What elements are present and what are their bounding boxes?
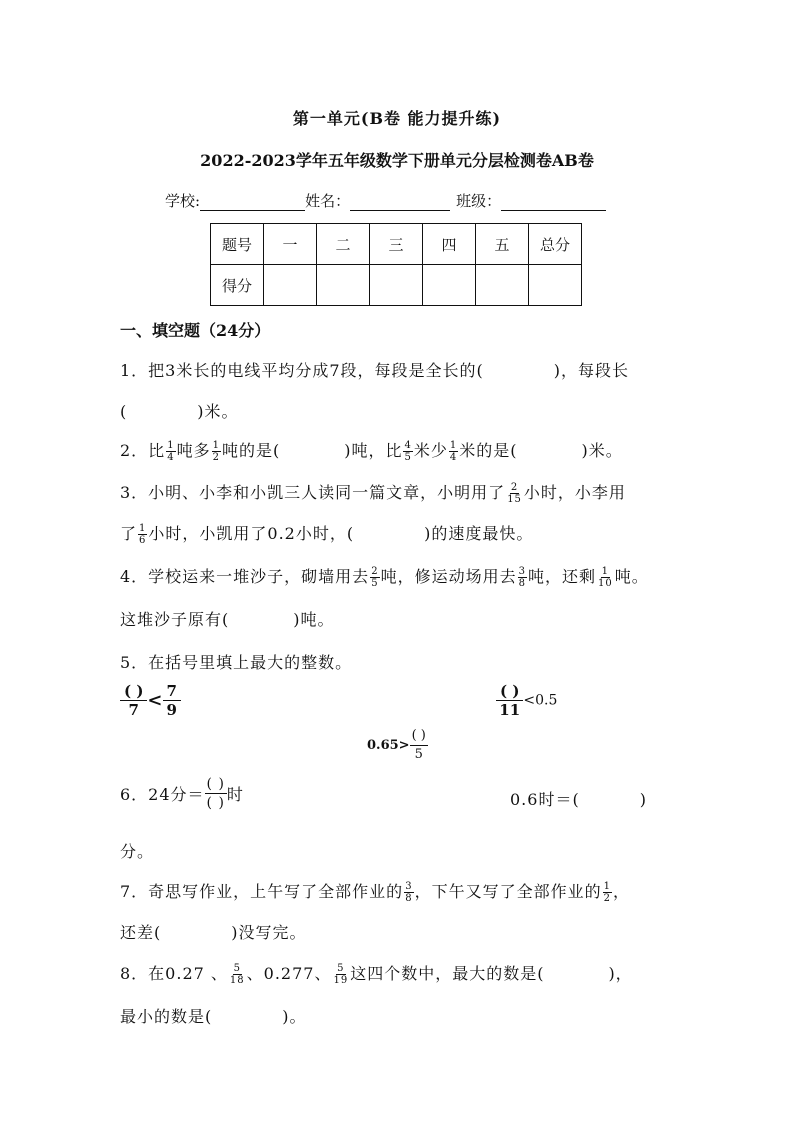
numerator: 1 xyxy=(167,440,175,451)
denominator: 15 xyxy=(507,494,522,505)
numerator: 2 xyxy=(510,482,519,493)
q3-text: 小时，小凯用了0.2小时，( xyxy=(148,524,355,543)
numerator: 4 xyxy=(404,440,412,451)
fraction xyxy=(229,963,246,986)
q7-text: ， xyxy=(612,882,630,901)
denominator: 19 xyxy=(333,975,349,986)
fraction xyxy=(449,440,458,463)
student-info-line xyxy=(165,190,606,211)
denominator: 2 xyxy=(603,893,611,904)
denominator: 4 xyxy=(167,452,175,463)
q3-text: 了 xyxy=(120,524,138,543)
score-header-cell: 题号 xyxy=(211,224,264,265)
school-field[interactable] xyxy=(200,194,305,211)
q8-text: )， xyxy=(608,964,633,983)
fraction xyxy=(603,881,612,904)
score-table-header-row xyxy=(211,224,582,265)
score-header-cell: 五 xyxy=(476,224,529,265)
question-8-line-1 xyxy=(120,961,633,986)
answer-blank[interactable]: ( ) xyxy=(206,776,225,792)
question-1-line-1 xyxy=(120,358,629,381)
q6-text: 6．24分＝ xyxy=(120,785,205,804)
denominator: 5 xyxy=(404,452,412,463)
score-header-cell: 三 xyxy=(370,224,423,265)
class-label: 班级： xyxy=(456,192,502,210)
fraction xyxy=(496,682,523,719)
q3-text: 3．小明、小李和小凯三人读同一篇文章，小明用了 xyxy=(120,483,506,502)
denominator: 5 xyxy=(414,747,423,762)
score-table-score-row xyxy=(211,265,582,306)
q2-text: 吨多 xyxy=(176,441,211,460)
q8-text: 8．在0.27 、 xyxy=(120,964,228,983)
inequality-3 xyxy=(367,727,428,764)
denominator: 4 xyxy=(449,452,458,463)
q7-text: )没写完。 xyxy=(231,923,307,942)
fraction xyxy=(166,440,175,463)
numerator: 2 xyxy=(371,566,379,577)
numerator: 1 xyxy=(601,566,610,577)
numerator: 1 xyxy=(139,523,147,534)
question-3-line-1 xyxy=(120,480,626,505)
fraction xyxy=(138,523,147,546)
q8-text: 这四个数中，最大的数是( xyxy=(350,964,545,983)
name-label: 姓名： xyxy=(305,192,351,210)
fraction xyxy=(403,440,412,463)
section-title: 一、填空题（24分） xyxy=(120,321,271,340)
fraction xyxy=(370,566,379,589)
denominator: 7 xyxy=(128,701,139,719)
page-title: 第一单元(B卷 能力提升练) xyxy=(292,109,502,128)
question-4-line-1 xyxy=(120,564,649,589)
answer-blank[interactable]: ( ) xyxy=(206,795,225,811)
denominator: 8 xyxy=(405,893,413,904)
numerator: 3 xyxy=(518,566,526,577)
denominator: 5 xyxy=(371,578,379,589)
q4-text: 4．学校运来一堆沙子，砌墙用去 xyxy=(120,567,370,586)
question-4-line-2 xyxy=(120,607,335,630)
question-7-line-2 xyxy=(120,920,307,943)
q8-text: )。 xyxy=(282,1007,307,1026)
q8-text: 最小的数是( xyxy=(120,1007,213,1026)
numerator: 1 xyxy=(212,440,220,451)
fraction xyxy=(410,727,428,764)
q2-text: )米。 xyxy=(581,441,623,460)
less-than-sign: < xyxy=(147,690,163,711)
question-1-line-2 xyxy=(120,399,239,422)
score-table xyxy=(210,223,582,306)
denominator: 9 xyxy=(166,701,177,719)
q4-text: 吨。 xyxy=(614,567,649,586)
q8-text: 、0.277、 xyxy=(246,964,332,983)
score-cell[interactable] xyxy=(529,265,582,306)
class-field[interactable] xyxy=(501,194,606,211)
fraction xyxy=(506,482,523,505)
score-header-cell: 总分 xyxy=(529,224,582,265)
denominator: 10 xyxy=(597,578,613,589)
question-6-part-1 xyxy=(120,775,244,812)
numerator: 5 xyxy=(233,963,241,974)
denominator: 18 xyxy=(229,975,245,986)
q6-text: 时 xyxy=(226,785,244,804)
denominator: 6 xyxy=(139,535,147,546)
q1-text: )米。 xyxy=(197,402,239,421)
q7-text: ，下午又写了全部作业的 xyxy=(414,882,602,901)
question-3-line-2 xyxy=(120,521,533,546)
q2-text: 吨的是( xyxy=(221,441,281,460)
numerator: 5 xyxy=(337,963,345,974)
numerator: 3 xyxy=(405,881,413,892)
q7-text: 还差( xyxy=(120,923,162,942)
q1-text: )，每段长 xyxy=(553,361,630,380)
score-header-cell: 二 xyxy=(317,224,370,265)
score-cell[interactable] xyxy=(264,265,317,306)
answer-blank[interactable]: ( ) xyxy=(410,727,428,746)
q4-text: 这堆沙子原有( xyxy=(120,610,230,629)
score-cell[interactable] xyxy=(317,265,370,306)
q1-text: 1．把3米长的电线平均分成7段，每段是全长的( xyxy=(120,361,484,380)
fraction xyxy=(518,566,527,589)
fraction xyxy=(597,566,614,589)
name-field[interactable] xyxy=(350,194,450,211)
numerator: 1 xyxy=(603,881,611,892)
fraction xyxy=(332,963,349,986)
question-6-part-2 xyxy=(510,787,647,810)
question-7-line-1 xyxy=(120,879,630,904)
fraction xyxy=(404,881,413,904)
question-8-line-2 xyxy=(120,1004,307,1027)
score-row-label: 得分 xyxy=(211,265,264,306)
denominator: 11 xyxy=(499,701,521,719)
inequality-rest: <0.5 xyxy=(523,692,558,709)
q4-text: 吨，还剩 xyxy=(527,567,596,586)
inequality-2 xyxy=(496,682,557,719)
numerator: 1 xyxy=(449,440,458,451)
numerator: 7 xyxy=(163,682,181,701)
question-6-line-2: 分。 xyxy=(120,842,155,861)
score-cell[interactable] xyxy=(423,265,476,306)
answer-blank[interactable]: ( ) xyxy=(496,682,523,701)
q3-text: 小时，小李用 xyxy=(523,483,626,502)
question-2 xyxy=(120,438,623,463)
score-cell[interactable] xyxy=(476,265,529,306)
denominator: 8 xyxy=(518,578,526,589)
q2-text: 2．比 xyxy=(120,441,166,460)
q6-text: 0.6时＝( xyxy=(510,790,580,809)
score-cell[interactable] xyxy=(370,265,423,306)
fraction xyxy=(163,682,181,719)
answer-blank[interactable]: ( ) xyxy=(120,682,147,701)
fraction xyxy=(212,440,221,463)
school-label: 学校: xyxy=(165,192,201,210)
q4-text: )吨。 xyxy=(293,610,335,629)
inequality-1 xyxy=(120,682,181,719)
q3-text: )的速度最快。 xyxy=(424,524,534,543)
fraction xyxy=(205,775,227,812)
q4-text: 吨，修运动场用去 xyxy=(380,567,517,586)
score-header-cell: 四 xyxy=(423,224,476,265)
q1-text: ( xyxy=(120,402,128,421)
page-subtitle: 2022-2023学年五年级数学下册单元分层检测卷AB卷 xyxy=(200,151,594,170)
q2-text: )吨，比 xyxy=(344,441,403,460)
q2-text: 米的是( xyxy=(459,441,518,460)
denominator: 2 xyxy=(212,452,220,463)
fraction xyxy=(120,682,147,719)
q7-text: 7．奇思写作业，上午写了全部作业的 xyxy=(120,882,404,901)
question-5: 5．在括号里填上最大的整数。 xyxy=(120,653,353,672)
inequality-left: 0.65> xyxy=(367,738,410,753)
q2-text: 米少 xyxy=(413,441,448,460)
score-header-cell: 一 xyxy=(264,224,317,265)
q6-text: ) xyxy=(639,790,647,809)
